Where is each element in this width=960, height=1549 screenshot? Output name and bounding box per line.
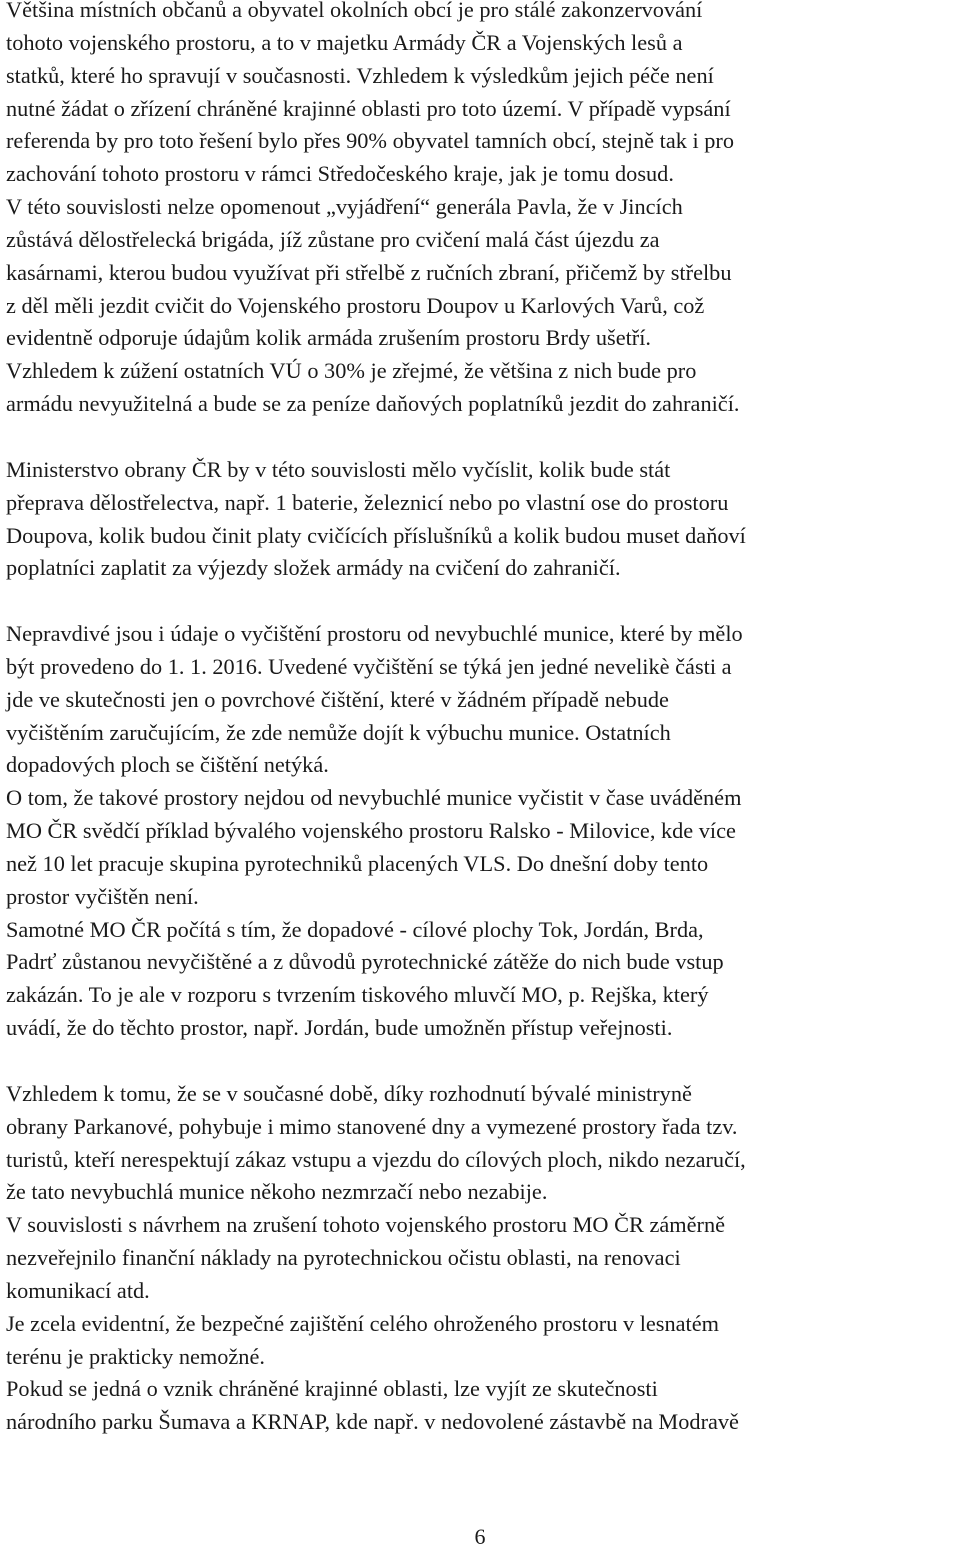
- text-line: poplatníci zaplatit za výjezdy složek armády na cvičení do zahraničí.: [6, 555, 621, 581]
- text-line: O tom, že takové prostory nejdou od nevybuchlé munice vyčistit v čase uváděném: [6, 785, 742, 811]
- paragraph-1: [6, 0, 960, 421]
- text-line: referenda by pro toto řešení bylo přes 90% obyvatel tamních obcí, stejně tak i pro: [6, 128, 734, 154]
- text-line: dopadových ploch se čištění netýká.: [6, 752, 329, 778]
- text-line: prostor vyčištěn není.: [6, 883, 199, 909]
- text-line: obrany Parkanové, pohybuje i mimo stanovené dny a vymezené prostory řada tzv.: [6, 1113, 738, 1139]
- text-line: přeprava dělostřelectva, např. 1 baterie, železnicí nebo po vlastní ose do prostoru: [6, 489, 729, 515]
- text-line: z děl měli jezdit cvičit do Vojenského prostoru Doupov u Karlových Varů, což: [6, 292, 705, 318]
- text-line: statků, které ho spravují v současnosti. Vzhledem k výsledkům jejich péče není: [6, 62, 714, 88]
- text-line: Samotné MO ČR počítá s tím, že dopadové - cílové plochy Tok, Jordán, Brda,: [6, 916, 704, 942]
- text-line: nutné žádat o zřízení chráněné krajinné oblasti pro toto území. V případě vypsání: [6, 95, 731, 121]
- text-line: Doupova, kolik budou činit platy cvičících příslušníků a kolik budou muset daňoví: [6, 522, 746, 548]
- text-line: Vzhledem k zúžení ostatních VÚ o 30% je zřejmé, že většina z nich bude pro: [6, 358, 697, 384]
- text-line: Vzhledem k tomu, že se v současné době, díky rozhodnutí bývalé ministryně: [6, 1080, 692, 1106]
- text-line: jde ve skutečnosti jen o povrchové čištění, které v žádném případě nebude: [6, 686, 669, 712]
- paragraph-spacer: [6, 585, 960, 618]
- text-line: Nepravdivé jsou i údaje o vyčištění prostoru od nevybuchlé munice, které by mělo: [6, 621, 743, 647]
- text-line: kasárnami, kterou budou využívat při střelbě z ručních zbraní, přičemž by střelbu: [6, 259, 732, 285]
- text-line: než 10 let pracuje skupina pyrotechniků placených VLS. Do dnešní doby tento: [6, 850, 709, 876]
- paragraph-4: [6, 1078, 960, 1439]
- text-line: komunikací atd.: [6, 1277, 150, 1303]
- text-line: zakázán. To je ale v rozporu s tvrzením tiskového mluvčí MO, p. Rejška, který: [6, 982, 709, 1008]
- text-line: Pokud se jedná o vznik chráněné krajinné oblasti, lze vyjít ze skutečnosti: [6, 1376, 658, 1402]
- text-line: že tato nevybuchlá munice někoho nezmrzačí nebo nezabije.: [6, 1179, 548, 1205]
- text-line: MO ČR svědčí příklad bývalého vojenského prostoru Ralsko - Milovice, kde více: [6, 818, 736, 844]
- text-line: vyčištěním zaručujícím, že zde nemůže dojít k výbuchu munice. Ostatních: [6, 719, 671, 745]
- text-line: tohoto vojenského prostoru, a to v majetku Armády ČR a Vojenských lesů a: [6, 29, 683, 55]
- paragraph-spacer: [6, 421, 960, 454]
- text-line: být provedeno do 1. 1. 2016. Uvedené vyčištění se týká jen jedné nevelikè části a: [6, 653, 732, 679]
- paragraph-spacer: [6, 1045, 960, 1078]
- text-line: terénu je prakticky nemožné.: [6, 1343, 265, 1369]
- paragraph-2: [6, 454, 960, 585]
- text-line: národního parku Šumava a KRNAP, kde např. v nedovolené zástavbě na Modravě: [6, 1409, 739, 1435]
- text-line: armádu nevyužitelná a bude se za peníze daňových poplatníků jezdit do zahraničí.: [6, 391, 740, 417]
- text-line: Je zcela evidentní, že bezpečné zajištění celého ohroženého prostoru v lesnatém: [6, 1310, 720, 1336]
- page-number: 6: [474, 1524, 486, 1549]
- text-line: nezveřejnilo finanční náklady na pyrotechnickou očistu oblasti, na renovaci: [6, 1245, 681, 1271]
- text-line: Ministerstvo obrany ČR by v této souvislosti mělo vyčíslit, kolik bude stát: [6, 456, 671, 482]
- text-line: zachování tohoto prostoru v rámci Středočeského kraje, jak je tomu dosud.: [6, 161, 674, 187]
- body-text: [6, 0, 960, 1439]
- text-line: zůstává dělostřelecká brigáda, jíž zůstane pro cvičení malá část újezdu za: [6, 226, 660, 252]
- text-line: V souvislosti s návrhem na zrušení tohoto vojenského prostoru MO ČR záměrně: [6, 1212, 726, 1238]
- text-line: turistů, kteří nerespektují zákaz vstupu a vjezdu do cílových ploch, nikdo nezaručí,: [6, 1146, 746, 1172]
- text-line: uvádí, že do těchto prostor, např. Jordán, bude umožněn přístup veřejnosti.: [6, 1015, 673, 1041]
- text-line: V této souvislosti nelze opomenout „vyjádření“ generála Pavla, že v Jincích: [6, 194, 683, 220]
- text-line: Většina místních občanů a obyvatel okolních obcí je pro stálé zakonzervování: [6, 0, 703, 22]
- paragraph-3: [6, 618, 960, 1045]
- text-line: evidentně odporuje údajům kolik armáda zrušením prostoru Brdy ušetří.: [6, 325, 652, 351]
- text-line: Padrť zůstanou nevyčištěné a z důvodů pyrotechnické zátěže do nich bude vstup: [6, 949, 724, 975]
